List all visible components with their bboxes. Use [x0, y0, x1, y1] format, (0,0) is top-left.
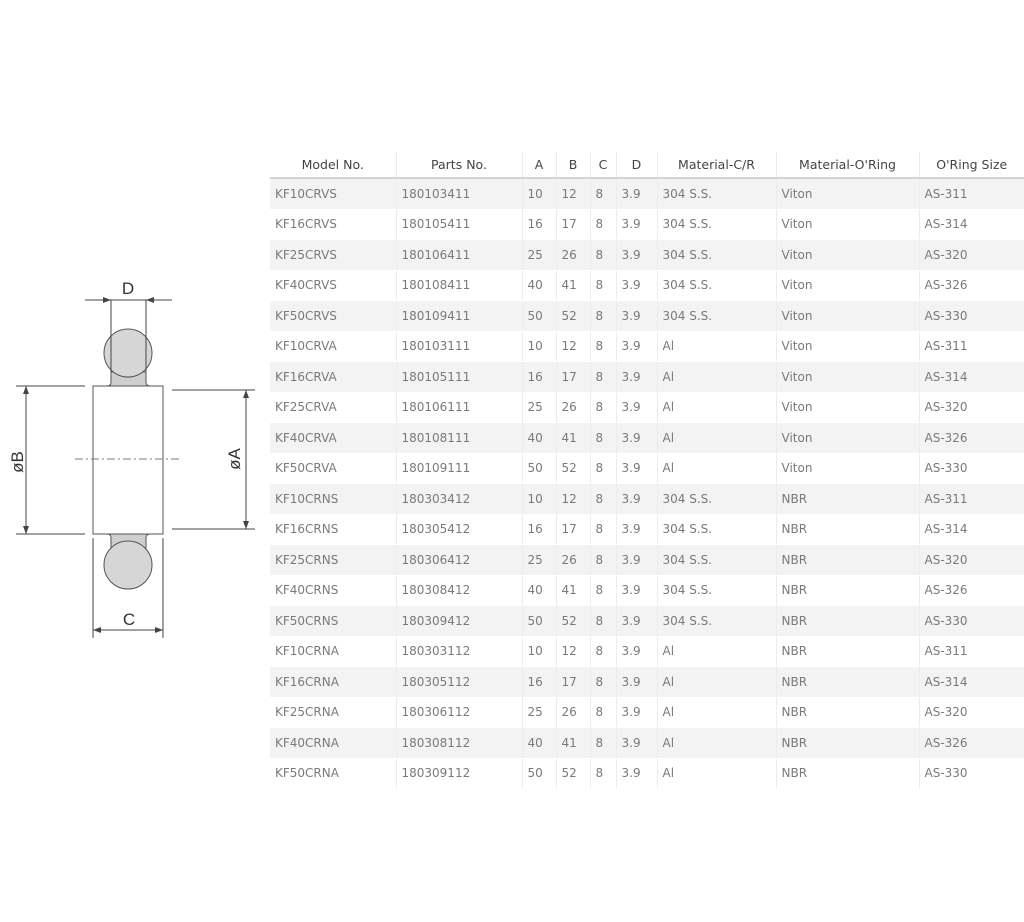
cell-a: 10	[522, 484, 556, 515]
cell-d: 3.9	[616, 606, 657, 637]
cell-c: 8	[590, 697, 616, 728]
cell-parts-no: 180108111	[396, 423, 522, 454]
cell-d: 3.9	[616, 331, 657, 362]
cell-material-cr: 304 S.S.	[657, 606, 776, 637]
cell-d: 3.9	[616, 575, 657, 606]
cell-model-no: KF25CRNS	[270, 545, 396, 576]
cell-material-oring: Viton	[776, 453, 919, 484]
cell-parts-no: 180108411	[396, 270, 522, 301]
cell-oring-size: AS-314	[919, 362, 1024, 393]
cell-b: 17	[556, 362, 590, 393]
cell-b: 26	[556, 545, 590, 576]
cell-b: 52	[556, 301, 590, 332]
cell-parts-no: 180305412	[396, 514, 522, 545]
cell-material-cr: 304 S.S.	[657, 240, 776, 271]
cell-c: 8	[590, 667, 616, 698]
cell-d: 3.9	[616, 667, 657, 698]
cell-material-oring: Viton	[776, 392, 919, 423]
table-row	[270, 697, 1024, 728]
cell-a: 50	[522, 301, 556, 332]
cell-material-cr: Al	[657, 453, 776, 484]
cell-a: 16	[522, 209, 556, 240]
table-row	[270, 240, 1024, 271]
header-material-oring: Material-O'Ring	[776, 152, 919, 178]
cell-b: 41	[556, 575, 590, 606]
cell-model-no: KF16CRNA	[270, 667, 396, 698]
cell-c: 8	[590, 392, 616, 423]
cell-parts-no: 180106411	[396, 240, 522, 271]
cell-b: 12	[556, 484, 590, 515]
cell-d: 3.9	[616, 545, 657, 576]
dimension-label-b: øB	[8, 451, 27, 473]
cell-material-cr: Al	[657, 423, 776, 454]
cell-c: 8	[590, 606, 616, 637]
cell-material-oring: NBR	[776, 728, 919, 759]
cell-d: 3.9	[616, 514, 657, 545]
cell-b: 52	[556, 453, 590, 484]
cell-b: 52	[556, 606, 590, 637]
cell-model-no: KF16CRVS	[270, 209, 396, 240]
cell-a: 16	[522, 667, 556, 698]
cell-b: 12	[556, 178, 590, 209]
cell-a: 40	[522, 728, 556, 759]
cell-material-cr: Al	[657, 667, 776, 698]
cell-model-no: KF50CRNS	[270, 606, 396, 637]
cell-a: 25	[522, 545, 556, 576]
table-row	[270, 758, 1024, 789]
cell-oring-size: AS-314	[919, 667, 1024, 698]
specification-table	[270, 152, 1024, 789]
cell-c: 8	[590, 301, 616, 332]
cell-parts-no: 180103411	[396, 178, 522, 209]
cell-oring-size: AS-320	[919, 240, 1024, 271]
cell-a: 40	[522, 575, 556, 606]
cell-b: 52	[556, 758, 590, 789]
cell-oring-size: AS-311	[919, 636, 1024, 667]
cell-d: 3.9	[616, 178, 657, 209]
table-body	[270, 178, 1024, 789]
cell-b: 17	[556, 667, 590, 698]
cell-model-no: KF40CRVS	[270, 270, 396, 301]
cell-parts-no: 180109111	[396, 453, 522, 484]
table-header-row	[270, 152, 1024, 178]
table-row	[270, 545, 1024, 576]
cell-material-cr: Al	[657, 728, 776, 759]
cell-c: 8	[590, 362, 616, 393]
cell-parts-no: 180309412	[396, 606, 522, 637]
cell-d: 3.9	[616, 362, 657, 393]
cell-material-cr: Al	[657, 758, 776, 789]
cell-model-no: KF40CRNS	[270, 575, 396, 606]
cell-a: 10	[522, 636, 556, 667]
cell-material-cr: Al	[657, 636, 776, 667]
cell-b: 41	[556, 728, 590, 759]
cell-d: 3.9	[616, 728, 657, 759]
cell-d: 3.9	[616, 392, 657, 423]
cell-oring-size: AS-314	[919, 514, 1024, 545]
cell-material-cr: 304 S.S.	[657, 209, 776, 240]
cell-oring-size: AS-326	[919, 423, 1024, 454]
cell-material-cr: 304 S.S.	[657, 301, 776, 332]
cell-a: 50	[522, 606, 556, 637]
cell-model-no: KF25CRVS	[270, 240, 396, 271]
table-row	[270, 606, 1024, 637]
cell-a: 40	[522, 423, 556, 454]
table-row	[270, 301, 1024, 332]
cell-model-no: KF10CRVS	[270, 178, 396, 209]
cell-material-oring: Viton	[776, 270, 919, 301]
cell-c: 8	[590, 270, 616, 301]
cell-material-cr: 304 S.S.	[657, 575, 776, 606]
cell-c: 8	[590, 545, 616, 576]
cell-oring-size: AS-326	[919, 270, 1024, 301]
cell-material-oring: Viton	[776, 362, 919, 393]
cell-c: 8	[590, 423, 616, 454]
cell-material-oring: NBR	[776, 484, 919, 515]
table-row	[270, 514, 1024, 545]
cell-material-oring: NBR	[776, 758, 919, 789]
cell-oring-size: AS-320	[919, 545, 1024, 576]
cell-model-no: KF25CRNA	[270, 697, 396, 728]
cell-parts-no: 180308412	[396, 575, 522, 606]
cell-material-oring: NBR	[776, 575, 919, 606]
cell-c: 8	[590, 728, 616, 759]
cell-oring-size: AS-330	[919, 453, 1024, 484]
cell-d: 3.9	[616, 697, 657, 728]
cell-material-oring: NBR	[776, 514, 919, 545]
cell-model-no: KF10CRVA	[270, 331, 396, 362]
cell-model-no: KF40CRVA	[270, 423, 396, 454]
cell-d: 3.9	[616, 209, 657, 240]
header-material-cr: Material-C/R	[657, 152, 776, 178]
centering-ring-diagram	[0, 270, 270, 650]
cell-d: 3.9	[616, 423, 657, 454]
cell-material-oring: Viton	[776, 331, 919, 362]
cell-b: 26	[556, 392, 590, 423]
cell-material-oring: Viton	[776, 423, 919, 454]
cell-parts-no: 180105411	[396, 209, 522, 240]
cell-c: 8	[590, 636, 616, 667]
cell-b: 41	[556, 270, 590, 301]
table-row	[270, 728, 1024, 759]
cell-material-cr: Al	[657, 392, 776, 423]
centering-ring-drawing	[0, 270, 270, 650]
cell-material-cr: 304 S.S.	[657, 178, 776, 209]
cell-model-no: KF10CRNS	[270, 484, 396, 515]
header-parts-no: Parts No.	[396, 152, 522, 178]
cell-d: 3.9	[616, 636, 657, 667]
cell-b: 12	[556, 331, 590, 362]
cell-a: 25	[522, 697, 556, 728]
cell-material-oring: NBR	[776, 545, 919, 576]
cell-model-no: KF16CRVA	[270, 362, 396, 393]
cell-material-oring: NBR	[776, 636, 919, 667]
cell-c: 8	[590, 453, 616, 484]
table-row	[270, 484, 1024, 515]
cell-oring-size: AS-320	[919, 697, 1024, 728]
cell-material-oring: NBR	[776, 697, 919, 728]
cell-a: 50	[522, 453, 556, 484]
cell-parts-no: 180106111	[396, 392, 522, 423]
cell-material-oring: Viton	[776, 240, 919, 271]
cell-b: 17	[556, 209, 590, 240]
table-row	[270, 209, 1024, 240]
cell-d: 3.9	[616, 240, 657, 271]
cell-d: 3.9	[616, 758, 657, 789]
cell-material-cr: Al	[657, 697, 776, 728]
cell-material-oring: NBR	[776, 667, 919, 698]
cell-a: 10	[522, 331, 556, 362]
cell-parts-no: 180103111	[396, 331, 522, 362]
table-row	[270, 270, 1024, 301]
cell-b: 41	[556, 423, 590, 454]
cell-a: 40	[522, 270, 556, 301]
cell-material-oring: Viton	[776, 178, 919, 209]
table-row	[270, 636, 1024, 667]
cell-parts-no: 180308112	[396, 728, 522, 759]
cell-c: 8	[590, 758, 616, 789]
header-a: A	[522, 152, 556, 178]
cell-c: 8	[590, 575, 616, 606]
cell-oring-size: AS-330	[919, 758, 1024, 789]
cell-material-oring: Viton	[776, 301, 919, 332]
dimension-label-d: D	[121, 279, 135, 298]
table-row	[270, 423, 1024, 454]
cell-parts-no: 180309112	[396, 758, 522, 789]
cell-a: 16	[522, 514, 556, 545]
header-c: C	[590, 152, 616, 178]
cell-model-no: KF50CRVA	[270, 453, 396, 484]
cell-c: 8	[590, 514, 616, 545]
cell-material-cr: 304 S.S.	[657, 514, 776, 545]
cell-parts-no: 180305112	[396, 667, 522, 698]
cell-d: 3.9	[616, 270, 657, 301]
cell-a: 50	[522, 758, 556, 789]
cell-material-cr: 304 S.S.	[657, 545, 776, 576]
dimension-label-c: C	[122, 610, 136, 629]
cell-oring-size: AS-311	[919, 178, 1024, 209]
header-d: D	[616, 152, 657, 178]
cell-a: 25	[522, 392, 556, 423]
cell-model-no: KF25CRVA	[270, 392, 396, 423]
cell-c: 8	[590, 484, 616, 515]
cell-b: 12	[556, 636, 590, 667]
cell-c: 8	[590, 178, 616, 209]
table-row	[270, 667, 1024, 698]
cell-oring-size: AS-326	[919, 575, 1024, 606]
cell-parts-no: 180306412	[396, 545, 522, 576]
cell-model-no: KF10CRNA	[270, 636, 396, 667]
cell-material-cr: Al	[657, 362, 776, 393]
cell-oring-size: AS-314	[919, 209, 1024, 240]
cell-oring-size: AS-320	[919, 392, 1024, 423]
cell-b: 26	[556, 240, 590, 271]
cell-a: 25	[522, 240, 556, 271]
cell-material-cr: 304 S.S.	[657, 270, 776, 301]
table-row	[270, 392, 1024, 423]
cell-oring-size: AS-330	[919, 301, 1024, 332]
table-row	[270, 178, 1024, 209]
cell-model-no: KF40CRNA	[270, 728, 396, 759]
dimension-label-a: øA	[225, 448, 244, 470]
header-oring-size: O'Ring Size	[919, 152, 1024, 178]
cell-oring-size: AS-330	[919, 606, 1024, 637]
cell-oring-size: AS-311	[919, 484, 1024, 515]
cell-parts-no: 180105111	[396, 362, 522, 393]
cell-parts-no: 180303112	[396, 636, 522, 667]
cell-parts-no: 180109411	[396, 301, 522, 332]
cell-c: 8	[590, 331, 616, 362]
cell-c: 8	[590, 209, 616, 240]
cell-d: 3.9	[616, 484, 657, 515]
cell-oring-size: AS-311	[919, 331, 1024, 362]
cell-material-cr: Al	[657, 331, 776, 362]
cell-oring-size: AS-326	[919, 728, 1024, 759]
cell-material-cr: 304 S.S.	[657, 484, 776, 515]
cell-c: 8	[590, 240, 616, 271]
cell-model-no: KF16CRNS	[270, 514, 396, 545]
table-row	[270, 331, 1024, 362]
cell-material-oring: Viton	[776, 209, 919, 240]
table-row	[270, 575, 1024, 606]
cell-b: 17	[556, 514, 590, 545]
cell-d: 3.9	[616, 301, 657, 332]
cell-parts-no: 180306112	[396, 697, 522, 728]
header-model-no: Model No.	[270, 152, 396, 178]
cell-d: 3.9	[616, 453, 657, 484]
header-b: B	[556, 152, 590, 178]
cell-model-no: KF50CRNA	[270, 758, 396, 789]
table-row	[270, 362, 1024, 393]
cell-model-no: KF50CRVS	[270, 301, 396, 332]
cell-a: 10	[522, 178, 556, 209]
table-row	[270, 453, 1024, 484]
cell-b: 26	[556, 697, 590, 728]
cell-a: 16	[522, 362, 556, 393]
cell-parts-no: 180303412	[396, 484, 522, 515]
cell-material-oring: NBR	[776, 606, 919, 637]
